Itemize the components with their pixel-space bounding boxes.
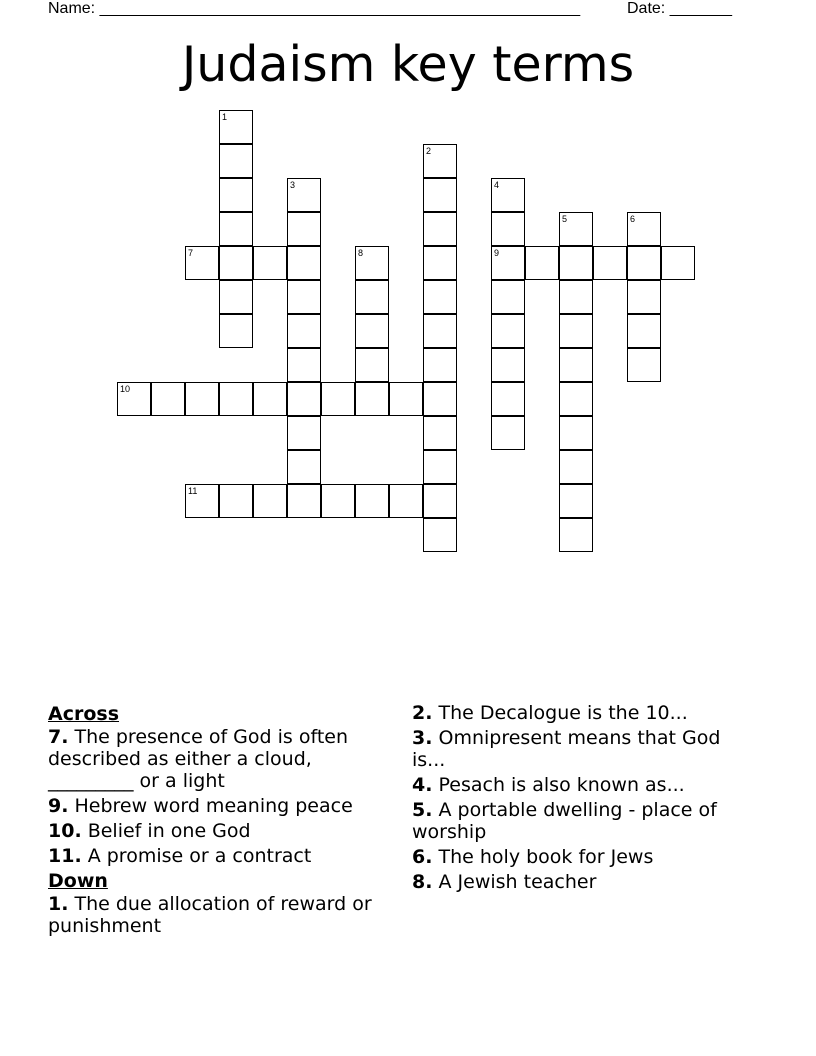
crossword-cell[interactable] — [287, 178, 321, 212]
crossword-cell[interactable] — [287, 382, 321, 416]
clue-number: 4. — [412, 774, 433, 796]
cell-number: 6 — [630, 214, 636, 224]
crossword-cell[interactable] — [627, 212, 661, 246]
clue-number: 1. — [48, 893, 69, 915]
crossword-cell[interactable] — [491, 280, 525, 314]
clue-number: 3. — [412, 727, 433, 749]
clue-across-10 — [48, 820, 388, 842]
crossword-cell[interactable] — [423, 144, 457, 178]
across-heading: Across — [48, 703, 120, 725]
crossword-cell[interactable] — [423, 348, 457, 382]
date-field-label: Date: _______ — [627, 0, 732, 17]
crossword-cell[interactable] — [593, 246, 627, 280]
clue-number: 7. — [48, 726, 69, 748]
crossword-cell[interactable] — [355, 484, 389, 518]
clue-across-7 — [48, 726, 388, 792]
crossword-cell[interactable] — [559, 450, 593, 484]
crossword-cell[interactable] — [491, 314, 525, 348]
crossword-cell[interactable] — [287, 484, 321, 518]
clue-across-9 — [48, 795, 388, 817]
crossword-cell[interactable] — [355, 314, 389, 348]
crossword-cell[interactable] — [355, 382, 389, 416]
crossword-cell[interactable] — [117, 382, 151, 416]
crossword-cell[interactable] — [219, 178, 253, 212]
crossword-cell[interactable] — [423, 416, 457, 450]
crossword-cell[interactable] — [423, 246, 457, 280]
crossword-cell[interactable] — [389, 484, 423, 518]
crossword-cell[interactable] — [321, 484, 355, 518]
clues-column-left — [48, 702, 388, 940]
crossword-cell[interactable] — [627, 314, 661, 348]
crossword-cell[interactable] — [491, 212, 525, 246]
crossword-cell[interactable] — [559, 518, 593, 552]
crossword-cell[interactable] — [219, 382, 253, 416]
clue-text: The Decalogue is the 10... — [432, 702, 688, 724]
crossword-cell[interactable] — [491, 348, 525, 382]
crossword-cell[interactable] — [559, 382, 593, 416]
crossword-cell[interactable] — [423, 314, 457, 348]
crossword-cell[interactable] — [219, 212, 253, 246]
clue-number: 10. — [48, 820, 82, 842]
crossword-cell[interactable] — [423, 450, 457, 484]
crossword-cell[interactable] — [423, 280, 457, 314]
crossword-cell[interactable] — [185, 382, 219, 416]
clue-down-1 — [48, 893, 388, 937]
crossword-cell[interactable] — [253, 484, 287, 518]
clue-number: 9. — [48, 795, 69, 817]
down-heading: Down — [48, 870, 108, 892]
clue-down-8 — [412, 871, 757, 893]
crossword-cell[interactable] — [627, 280, 661, 314]
crossword-cell[interactable] — [219, 484, 253, 518]
clue-down-2 — [412, 702, 757, 724]
crossword-cell[interactable] — [627, 348, 661, 382]
clue-number: 11. — [48, 845, 82, 867]
cell-number: 2 — [426, 146, 432, 156]
clue-down-3 — [412, 727, 757, 771]
crossword-cell[interactable] — [287, 348, 321, 382]
crossword-cell[interactable] — [491, 178, 525, 212]
crossword-cell[interactable] — [185, 484, 219, 518]
crossword-cell[interactable] — [627, 246, 661, 280]
crossword-cell[interactable] — [559, 314, 593, 348]
cell-number: 10 — [120, 384, 131, 394]
clue-number: 8. — [412, 871, 433, 893]
crossword-cell[interactable] — [423, 518, 457, 552]
clue-down-6 — [412, 846, 757, 868]
crossword-cell[interactable] — [491, 416, 525, 450]
crossword-cell[interactable] — [423, 178, 457, 212]
crossword-cell[interactable] — [287, 416, 321, 450]
cell-number: 7 — [188, 248, 194, 258]
cell-number: 4 — [494, 180, 500, 190]
crossword-cell[interactable] — [559, 416, 593, 450]
crossword-cell[interactable] — [559, 212, 593, 246]
clue-text: The presence of God is often described as either a cloud, _________ or a light — [48, 726, 348, 792]
crossword-cell[interactable] — [559, 246, 593, 280]
crossword-cell[interactable] — [219, 314, 253, 348]
crossword-cell[interactable] — [423, 212, 457, 246]
cell-number: 1 — [222, 112, 228, 122]
crossword-cell[interactable] — [253, 246, 287, 280]
clue-text: Pesach is also known as... — [432, 774, 685, 796]
clue-down-4 — [412, 774, 757, 796]
puzzle-title: Judaism key terms — [181, 36, 635, 93]
crossword-cell[interactable] — [287, 246, 321, 280]
crossword-cell[interactable] — [355, 280, 389, 314]
crossword-cell[interactable] — [559, 280, 593, 314]
clue-text: A portable dwelling - place of worship — [412, 799, 717, 843]
clue-across-11 — [48, 845, 388, 867]
clue-down-5 — [412, 799, 757, 843]
clues-column-right — [412, 702, 757, 896]
crossword-cell[interactable] — [287, 280, 321, 314]
crossword-cell[interactable] — [253, 382, 287, 416]
crossword-cell[interactable] — [287, 314, 321, 348]
crossword-cell[interactable] — [559, 484, 593, 518]
crossword-cell[interactable] — [321, 382, 355, 416]
crossword-cell[interactable] — [219, 280, 253, 314]
crossword-cell[interactable] — [287, 212, 321, 246]
clue-text: Belief in one God — [81, 820, 251, 842]
crossword-cell[interactable] — [491, 246, 525, 280]
crossword-cell[interactable] — [491, 382, 525, 416]
clue-text: The holy book for Jews — [432, 846, 654, 868]
clue-text: A promise or a contract — [81, 845, 312, 867]
clue-text: Omnipresent means that God is... — [412, 727, 721, 771]
crossword-cell[interactable] — [389, 382, 423, 416]
clue-text: Hebrew word meaning peace — [68, 795, 353, 817]
crossword-cell[interactable] — [219, 246, 253, 280]
crossword-cell[interactable] — [219, 144, 253, 178]
crossword-cell[interactable] — [423, 484, 457, 518]
clue-number: 6. — [412, 846, 433, 868]
crossword-cell[interactable] — [355, 348, 389, 382]
name-field-label: Name: ______________________________________________________ — [48, 0, 581, 17]
cell-number: 8 — [358, 248, 364, 258]
clue-number: 2. — [412, 702, 433, 724]
crossword-cell[interactable] — [219, 110, 253, 144]
crossword-cell[interactable] — [559, 348, 593, 382]
clue-number: 5. — [412, 799, 433, 821]
crossword-cell[interactable] — [423, 382, 457, 416]
crossword-cell[interactable] — [287, 450, 321, 484]
cell-number: 11 — [188, 486, 198, 496]
crossword-cell[interactable] — [661, 246, 695, 280]
crossword-cell[interactable] — [355, 246, 389, 280]
clue-text: A Jewish teacher — [432, 871, 597, 893]
crossword-cell[interactable] — [185, 246, 219, 280]
cell-number: 3 — [290, 180, 296, 190]
crossword-cell[interactable] — [525, 246, 559, 280]
cell-number: 9 — [494, 248, 500, 258]
cell-number: 5 — [562, 214, 568, 224]
crossword-cell[interactable] — [151, 382, 185, 416]
clue-text: The due allocation of reward or punishment — [48, 893, 372, 937]
